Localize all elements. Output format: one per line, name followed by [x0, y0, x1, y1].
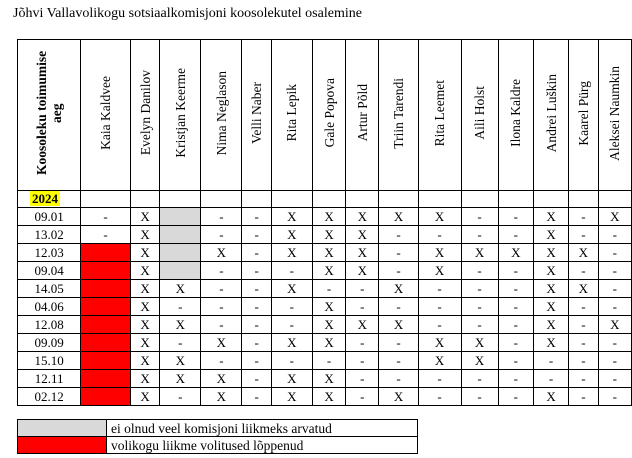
- attendance-cell: -: [569, 388, 598, 406]
- member-column-header: [569, 40, 598, 191]
- attendance-cell: -: [498, 298, 533, 316]
- empty-cell: [242, 191, 271, 208]
- attendance-cell: -: [598, 244, 631, 262]
- attendance-cell: X: [130, 226, 159, 244]
- empty-cell: [461, 191, 498, 208]
- attendance-cell: -: [598, 370, 631, 388]
- attendance-cell: -: [379, 298, 418, 316]
- attendance-cell: -: [379, 370, 418, 388]
- member-column-header: [242, 40, 271, 191]
- member-column-header: [271, 40, 312, 191]
- attendance-cell: -: [242, 226, 271, 244]
- attendance-cell: X: [160, 352, 201, 370]
- member-column-header: [130, 40, 159, 191]
- attendance-cell: X: [130, 352, 159, 370]
- member-name: Evelyn Danilov: [137, 70, 153, 156]
- attendance-cell: -: [346, 370, 379, 388]
- attendance-cell: X: [346, 226, 379, 244]
- attendance-cell: -: [498, 370, 533, 388]
- not-yet-member-cell: [160, 244, 201, 262]
- meeting-date: 14.05: [18, 280, 81, 298]
- meeting-date: 13.02: [18, 226, 81, 244]
- attendance-cell: X: [312, 244, 345, 262]
- member-column-header: [81, 40, 131, 191]
- member-name: Kristjan Keerme: [172, 68, 188, 158]
- empty-cell: [201, 191, 242, 208]
- legend-table: [17, 419, 418, 454]
- member-column-header: [201, 40, 242, 191]
- attendance-cell: -: [271, 262, 312, 280]
- attendance-cell: X: [418, 262, 461, 280]
- attendance-cell: -: [242, 352, 271, 370]
- attendance-cell: X: [130, 208, 159, 226]
- header-row: [18, 40, 632, 191]
- attendance-cell: X: [598, 316, 631, 334]
- attendance-cell: X: [130, 388, 159, 406]
- legend-label: volikogu liikme volitused lõppenud: [107, 437, 418, 454]
- attendance-cell: -: [271, 298, 312, 316]
- member-name: Rita Leemet: [432, 79, 448, 147]
- attendance-cell: -: [569, 316, 598, 334]
- attendance-cell: -: [418, 370, 461, 388]
- attendance-cell: X: [312, 316, 345, 334]
- mandate-ended-cell: [81, 280, 131, 298]
- attendance-cell: X: [130, 244, 159, 262]
- attendance-cell: -: [461, 316, 498, 334]
- empty-cell: [498, 191, 533, 208]
- attendance-cell: -: [242, 316, 271, 334]
- member-name: Artur Põld: [354, 84, 370, 142]
- empty-cell: [569, 191, 598, 208]
- empty-cell: [271, 191, 312, 208]
- attendance-cell: -: [312, 280, 345, 298]
- attendance-cell: -: [498, 208, 533, 226]
- meeting-row: [18, 262, 632, 280]
- attendance-cell: X: [312, 370, 345, 388]
- attendance-cell: X: [346, 262, 379, 280]
- meeting-row: [18, 334, 632, 352]
- attendance-cell: X: [533, 316, 568, 334]
- empty-cell: [160, 191, 201, 208]
- attendance-cell: -: [461, 262, 498, 280]
- empty-cell: [418, 191, 461, 208]
- attendance-cell: X: [130, 334, 159, 352]
- attendance-cell: -: [569, 334, 598, 352]
- attendance-cell: -: [346, 388, 379, 406]
- mandate-ended-cell: [81, 352, 131, 370]
- member-name: Kaia Kaldvee: [98, 76, 114, 150]
- legend-swatch: [18, 437, 107, 454]
- attendance-cell: X: [130, 262, 159, 280]
- attendance-cell: -: [242, 262, 271, 280]
- member-column-header: [418, 40, 461, 191]
- attendance-cell: -: [461, 208, 498, 226]
- member-column-header: [160, 40, 201, 191]
- legend-label: ei olnud veel komisjoni liikmeks arvatud: [107, 420, 418, 437]
- member-column-header: [379, 40, 418, 191]
- attendance-cell: -: [201, 316, 242, 334]
- attendance-cell: -: [418, 226, 461, 244]
- attendance-cell: X: [418, 334, 461, 352]
- attendance-cell: X: [312, 298, 345, 316]
- attendance-cell: X: [379, 388, 418, 406]
- legend-row: [18, 420, 418, 437]
- attendance-cell: -: [498, 280, 533, 298]
- attendance-cell: -: [569, 226, 598, 244]
- attendance-cell: -: [418, 388, 461, 406]
- attendance-cell: X: [271, 334, 312, 352]
- attendance-cell: -: [461, 370, 498, 388]
- attendance-cell: -: [533, 370, 568, 388]
- attendance-cell: -: [498, 352, 533, 370]
- mandate-ended-cell: [81, 370, 131, 388]
- attendance-cell: -: [379, 244, 418, 262]
- attendance-cell: X: [130, 316, 159, 334]
- attendance-cell: -: [569, 208, 598, 226]
- not-yet-member-cell: [160, 208, 201, 226]
- member-name: Nima Neglason: [213, 70, 229, 156]
- attendance-cell: -: [346, 334, 379, 352]
- attendance-table: [17, 39, 632, 406]
- attendance-cell: X: [461, 244, 498, 262]
- attendance-cell: X: [533, 244, 568, 262]
- attendance-cell: X: [130, 280, 159, 298]
- meeting-row: [18, 352, 632, 370]
- attendance-cell: X: [201, 370, 242, 388]
- attendance-cell: -: [498, 388, 533, 406]
- attendance-cell: X: [533, 388, 568, 406]
- attendance-cell: -: [461, 280, 498, 298]
- attendance-cell: -: [498, 334, 533, 352]
- member-name: Aleksei Naumkin: [607, 65, 623, 161]
- member-name: Gale Popova: [321, 78, 337, 148]
- legend-swatch: [18, 420, 107, 437]
- not-yet-member-cell: [160, 262, 201, 280]
- attendance-cell: -: [81, 226, 131, 244]
- attendance-cell: -: [271, 316, 312, 334]
- attendance-cell: -: [569, 352, 598, 370]
- meeting-row: [18, 370, 632, 388]
- attendance-cell: X: [569, 280, 598, 298]
- meeting-date: 15.10: [18, 352, 81, 370]
- attendance-cell: -: [160, 298, 201, 316]
- meeting-date: 04.06: [18, 298, 81, 316]
- attendance-cell: X: [569, 244, 598, 262]
- year-row: [18, 191, 632, 208]
- year-label: 2024: [32, 191, 58, 206]
- attendance-cell: -: [461, 298, 498, 316]
- attendance-cell: X: [533, 334, 568, 352]
- attendance-cell: X: [533, 208, 568, 226]
- attendance-cell: -: [271, 352, 312, 370]
- empty-cell: [379, 191, 418, 208]
- attendance-cell: X: [312, 226, 345, 244]
- mandate-ended-cell: [81, 244, 131, 262]
- attendance-cell: -: [346, 352, 379, 370]
- attendance-cell: X: [130, 370, 159, 388]
- attendance-cell: -: [201, 262, 242, 280]
- attendance-cell: -: [418, 280, 461, 298]
- year-cell: [18, 191, 81, 208]
- attendance-cell: X: [418, 208, 461, 226]
- mandate-ended-cell: [81, 298, 131, 316]
- date-column-header-label: Koosoleku toimumise aeg: [34, 50, 65, 176]
- attendance-cell: X: [130, 298, 159, 316]
- attendance-cell: X: [533, 280, 568, 298]
- attendance-cell: -: [379, 262, 418, 280]
- member-name: Ilona Kaldre: [508, 79, 524, 147]
- attendance-cell: X: [312, 334, 345, 352]
- attendance-cell: -: [160, 334, 201, 352]
- attendance-cell: -: [160, 388, 201, 406]
- attendance-cell: X: [533, 298, 568, 316]
- attendance-cell: X: [271, 226, 312, 244]
- attendance-cell: -: [418, 316, 461, 334]
- legend-row: [18, 437, 418, 454]
- meeting-date: 02.12: [18, 388, 81, 406]
- attendance-cell: -: [242, 298, 271, 316]
- attendance-cell: X: [461, 334, 498, 352]
- meeting-row: [18, 208, 632, 226]
- attendance-cell: -: [379, 352, 418, 370]
- attendance-cell: X: [160, 316, 201, 334]
- attendance-cell: -: [201, 352, 242, 370]
- attendance-cell: X: [312, 208, 345, 226]
- meeting-date: 09.04: [18, 262, 81, 280]
- attendance-cell: -: [461, 388, 498, 406]
- attendance-cell: -: [242, 388, 271, 406]
- attendance-cell: X: [346, 244, 379, 262]
- member-column-header: [498, 40, 533, 191]
- meeting-date: 09.09: [18, 334, 81, 352]
- member-name: Rita Lepik: [284, 84, 300, 142]
- attendance-cell: -: [498, 316, 533, 334]
- member-column-header: [533, 40, 568, 191]
- attendance-cell: -: [201, 226, 242, 244]
- member-column-header: [461, 40, 498, 191]
- meeting-row: [18, 280, 632, 298]
- attendance-cell: -: [418, 298, 461, 316]
- attendance-cell: -: [533, 352, 568, 370]
- attendance-cell: -: [346, 298, 379, 316]
- attendance-cell: X: [160, 370, 201, 388]
- attendance-cell: X: [379, 316, 418, 334]
- attendance-cell: X: [312, 388, 345, 406]
- attendance-cell: -: [312, 352, 345, 370]
- attendance-cell: -: [598, 298, 631, 316]
- attendance-cell: -: [598, 352, 631, 370]
- meeting-row: [18, 226, 632, 244]
- mandate-ended-cell: [81, 334, 131, 352]
- meeting-row: [18, 244, 632, 262]
- attendance-cell: -: [242, 334, 271, 352]
- empty-cell: [533, 191, 568, 208]
- attendance-cell: -: [242, 244, 271, 262]
- meeting-row: [18, 298, 632, 316]
- empty-cell: [598, 191, 631, 208]
- meeting-row: [18, 388, 632, 406]
- attendance-cell: X: [379, 280, 418, 298]
- attendance-cell: X: [271, 208, 312, 226]
- attendance-cell: X: [498, 244, 533, 262]
- date-column-header: [18, 40, 81, 191]
- attendance-cell: -: [379, 226, 418, 244]
- attendance-cell: -: [569, 370, 598, 388]
- attendance-cell: X: [533, 226, 568, 244]
- attendance-cell: -: [598, 388, 631, 406]
- attendance-cell: X: [160, 280, 201, 298]
- attendance-cell: X: [346, 316, 379, 334]
- attendance-cell: -: [498, 262, 533, 280]
- attendance-cell: -: [379, 334, 418, 352]
- attendance-cell: -: [346, 280, 379, 298]
- attendance-cell: -: [461, 226, 498, 244]
- mandate-ended-cell: [81, 316, 131, 334]
- meeting-date: 12.11: [18, 370, 81, 388]
- attendance-cell: -: [598, 280, 631, 298]
- attendance-cell: X: [271, 388, 312, 406]
- member-name: Kaarel Pürg: [575, 80, 591, 146]
- mandate-ended-cell: [81, 262, 131, 280]
- attendance-cell: -: [598, 334, 631, 352]
- attendance-cell: X: [201, 244, 242, 262]
- empty-cell: [346, 191, 379, 208]
- member-name: Andrei Luškin: [543, 73, 559, 153]
- attendance-cell: X: [271, 280, 312, 298]
- meeting-row: [18, 316, 632, 334]
- attendance-cell: X: [346, 208, 379, 226]
- attendance-cell: X: [533, 262, 568, 280]
- meeting-date: 12.03: [18, 244, 81, 262]
- attendance-cell: -: [201, 208, 242, 226]
- member-column-header: [598, 40, 631, 191]
- attendance-cell: -: [569, 298, 598, 316]
- attendance-cell: -: [81, 208, 131, 226]
- attendance-cell: -: [201, 280, 242, 298]
- attendance-cell: -: [498, 226, 533, 244]
- attendance-cell: -: [598, 262, 631, 280]
- attendance-cell: X: [598, 208, 631, 226]
- attendance-cell: -: [242, 370, 271, 388]
- attendance-cell: X: [418, 244, 461, 262]
- attendance-cell: -: [242, 280, 271, 298]
- not-yet-member-cell: [160, 226, 201, 244]
- member-name: Triin Tarendi: [391, 77, 407, 149]
- attendance-cell: -: [201, 298, 242, 316]
- meeting-date: 09.01: [18, 208, 81, 226]
- empty-cell: [312, 191, 345, 208]
- attendance-cell: X: [312, 262, 345, 280]
- member-column-header: [346, 40, 379, 191]
- meeting-date: 12.08: [18, 316, 81, 334]
- empty-cell: [130, 191, 159, 208]
- attendance-cell: -: [569, 262, 598, 280]
- attendance-cell: X: [201, 388, 242, 406]
- document-title: Jõhvi Vallavolikogu sotsiaalkomisjoni koosolekutel osalemine: [13, 6, 362, 21]
- mandate-ended-cell: [81, 388, 131, 406]
- attendance-cell: -: [598, 226, 631, 244]
- attendance-cell: X: [201, 334, 242, 352]
- member-column-header: [312, 40, 345, 191]
- attendance-cell: X: [461, 352, 498, 370]
- attendance-cell: X: [271, 370, 312, 388]
- member-name: Velli Naber: [249, 82, 265, 144]
- member-name: Aili Holst: [472, 86, 488, 140]
- attendance-cell: X: [418, 352, 461, 370]
- attendance-cell: X: [271, 244, 312, 262]
- attendance-cell: -: [242, 208, 271, 226]
- attendance-cell: X: [379, 208, 418, 226]
- empty-cell: [81, 191, 131, 208]
